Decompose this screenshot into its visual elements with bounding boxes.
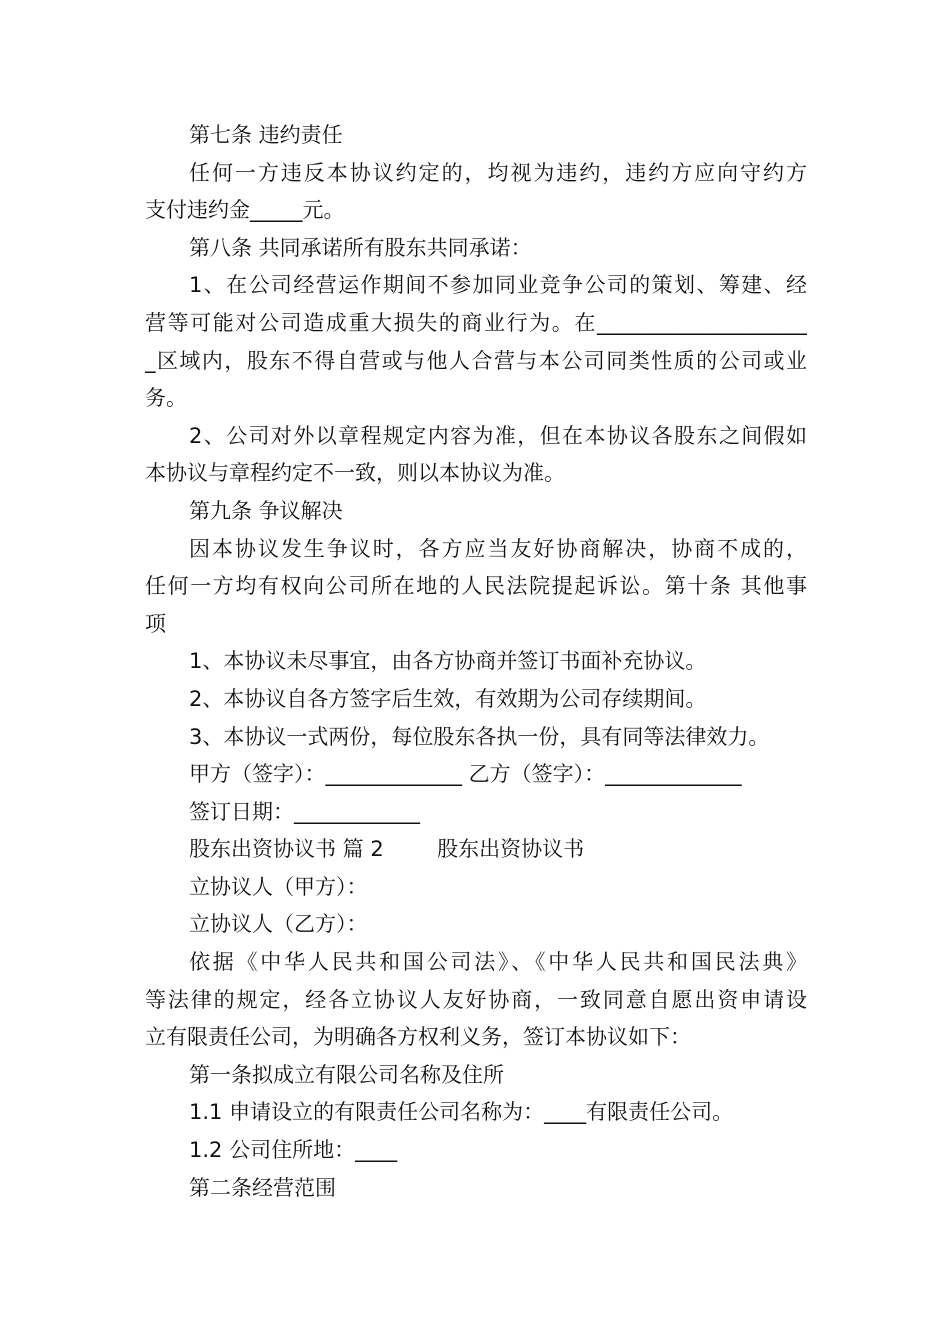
article-2-heading: 第二条经营范围 bbox=[189, 1175, 336, 1200]
paragraph-line: 2、本协议自各方签字后生效，有效期为公司存续期间。 bbox=[189, 686, 707, 711]
paragraph-line: 1、在公司经营运作期间不参加同业竞争公司的策划、筹建、经 bbox=[189, 273, 807, 298]
paragraph-line: 任何一方均有权向公司所在地的人民法院提起诉讼。第十条 其他事 bbox=[145, 574, 807, 599]
paragraph-line: 等法律的规定，经各立协议人友好协商，一致同意自愿出资申请设 bbox=[145, 987, 807, 1012]
sign-date-line: 签订日期：____________ bbox=[189, 799, 420, 824]
paragraph-line: 1.2 公司住所地：____ bbox=[189, 1138, 398, 1163]
paragraph-line: 营等可能对公司造成重大损失的商业行为。在____________________ bbox=[145, 310, 807, 335]
section-title: 股东出资协议书 篇 2 股东出资协议书 bbox=[189, 837, 585, 862]
paragraph-line: 1.1 申请设立的有限责任公司名称为：____有限责任公司。 bbox=[189, 1100, 734, 1125]
article-7-heading: 第七条 违约责任 bbox=[189, 123, 343, 147]
article-8-heading: 第八条 共同承诺所有股东共同承诺： bbox=[189, 235, 532, 260]
article-9-heading: 第九条 争议解决 bbox=[189, 498, 343, 523]
paragraph-line: 立有限责任公司，为明确各方权利义务，签订本协议如下： bbox=[145, 1025, 691, 1050]
party-a-line: 立协议人（甲方）： bbox=[189, 874, 368, 899]
party-b-line: 立协议人（乙方）： bbox=[189, 912, 368, 937]
article-1-heading: 第一条拟成立有限公司名称及住所 bbox=[189, 1062, 504, 1087]
paragraph-line: 项 bbox=[145, 611, 166, 636]
paragraph-line: 3、本协议一式两份，每位股东各执一份，具有同等法律效力。 bbox=[189, 724, 770, 749]
paragraph-line: _区域内，股东不得自营或与他人合营与本公司同类性质的公司或业 bbox=[145, 348, 807, 373]
paragraph-line: 2、公司对外以章程规定内容为准，但在本协议各股东之间假如 bbox=[189, 423, 807, 448]
paragraph-line: 因本协议发生争议时，各方应当友好协商解决，协商不成的， bbox=[189, 536, 807, 561]
paragraph-line: 务。 bbox=[145, 386, 187, 411]
signature-line: 甲方（签字）：_____________ 乙方（签字）：_____________ bbox=[189, 762, 742, 787]
paragraph-line: 依据《中华人民共和国公司法》、《中华人民共和国民法典》 bbox=[189, 950, 807, 975]
paragraph-line: 任何一方违反本协议约定的，均视为违约，违约方应向守约方 bbox=[189, 160, 807, 185]
paragraph-line: 1、本协议未尽事宜，由各方协商并签订书面补充协议。 bbox=[189, 649, 707, 674]
paragraph-line: 本协议与章程约定不一致，则以本协议为准。 bbox=[145, 461, 565, 486]
paragraph-line: 支付违约金_____元。 bbox=[145, 198, 345, 223]
